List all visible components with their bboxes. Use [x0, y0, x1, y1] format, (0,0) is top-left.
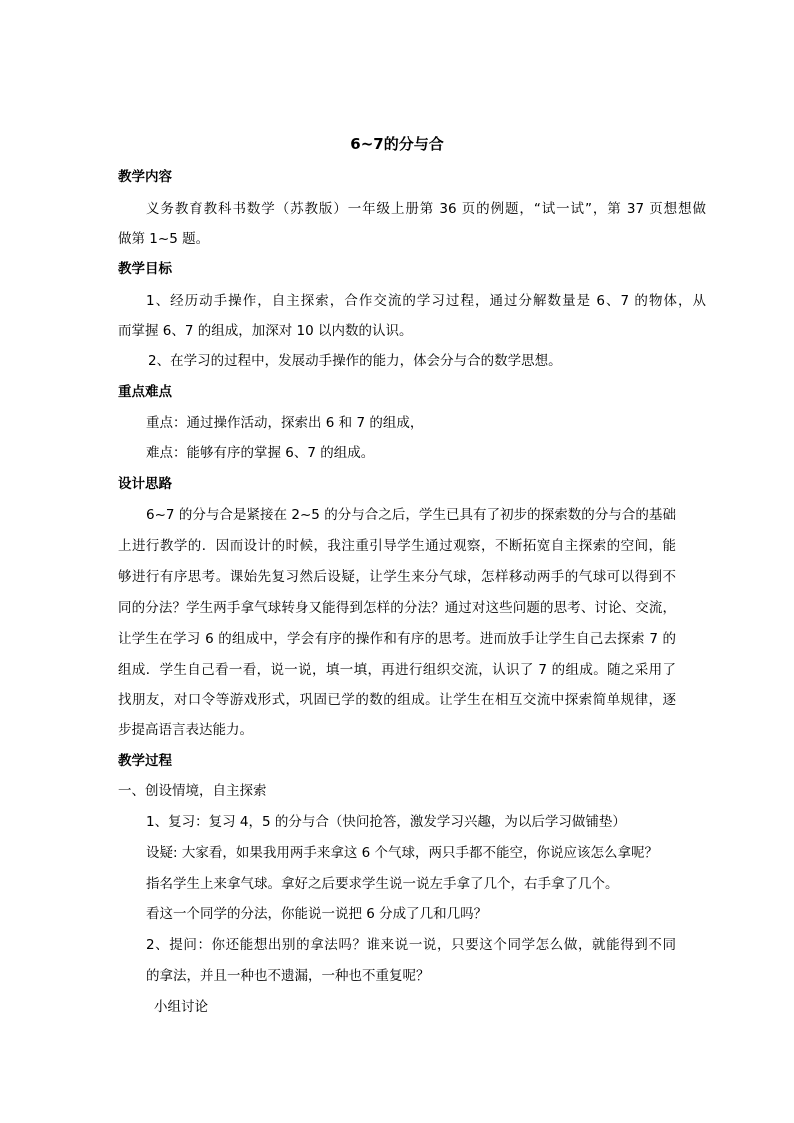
- goals-line-1: 1、经历动手操作，自主探索，合作交流的学习过程，通过分解数量是 6、7 的物体，从: [146, 293, 706, 309]
- heading-content: 教学内容: [118, 169, 172, 185]
- heading-goals: 教学目标: [118, 261, 172, 277]
- process-line-5: 看这一个同学的分法，你能说一说把 6 分成了几和几吗？: [146, 906, 488, 922]
- process-line-1: 一、创设情境，自主探索: [118, 783, 267, 799]
- design-line-7: 找朋友，对口令等游戏形式，巩固已学的数的组成。让学生在相互交流中探索简单规律，逐: [118, 692, 676, 708]
- keypoints-line-1: 重点：通过操作活动，探索出 6 和 7 的组成，: [146, 415, 424, 431]
- goals-line-3: 2、在学习的过程中，发展动手操作的能力，体会分与合的数学思想。: [148, 353, 562, 369]
- heading-keypoints: 重点难点: [118, 384, 172, 400]
- design-line-6: 组成．学生自己看一看，说一说，填一填，再进行组织交流，认识了 7 的组成。随之采用了: [118, 662, 676, 678]
- design-line-3: 够进行有序思考。课始先复习然后设疑，让学生来分气球，怎样移动两手的气球可以得到不: [118, 569, 676, 585]
- design-line-5: 让学生在学习 6 的组成中，学会有序的操作和有序的思考。进而放手让学生自己去探索 7 的: [118, 631, 676, 647]
- process-line-8: 小组讨论: [154, 999, 208, 1015]
- process-line-3: 设疑: 大家看，如果我用两手来拿这 6 个气球，两只手都不能空，你说应该怎么拿呢？: [146, 845, 659, 861]
- document-title: 6~7的分与合: [350, 135, 444, 153]
- process-line-2: 1、复习：复习 4，5 的分与合（快问抢答，激发学习兴趣，为以后学习做铺垫）: [146, 814, 626, 830]
- design-line-1: 6~7 的分与合是紧接在 2~5 的分与合之后，学生已具有了初步的探索数的分与合的基础: [146, 507, 676, 523]
- design-line-4: 同的分法？学生两手拿气球转身又能得到怎样的分法？通过对这些问题的思考、讨论、交流，: [118, 600, 676, 616]
- content-line-1: 义务教育教科书数学（苏教版）一年级上册第 36 页的例题，“试一试”，第 37 页想想做: [146, 201, 706, 217]
- process-line-6: 2、提问：你还能想出别的拿法吗？谁来说一说，只要这个同学怎么做，就能得到不同: [146, 937, 676, 953]
- design-line-2: 上进行教学的．因而设计的时候，我注重引导学生通过观察，不断拓宽自主探索的空间，能: [118, 538, 676, 554]
- heading-design: 设计思路: [118, 476, 172, 492]
- keypoints-line-2: 难点：能够有序的掌握 6、7 的组成。: [146, 445, 375, 461]
- heading-process: 教学过程: [118, 753, 172, 769]
- design-line-8: 步提高语言表达能力。: [118, 722, 253, 738]
- process-line-4: 指名学生上来拿气球。拿好之后要求学生说一说左手拿了几个，右手拿了几个。: [146, 876, 619, 892]
- process-line-7: 的拿法，并且一种也不遗漏，一种也不重复呢？: [146, 968, 430, 984]
- goals-line-2: 而掌握 6、7 的组成，加深对 10 以内数的认识。: [118, 323, 413, 339]
- content-line-2: 做第 1~5 题。: [118, 231, 210, 247]
